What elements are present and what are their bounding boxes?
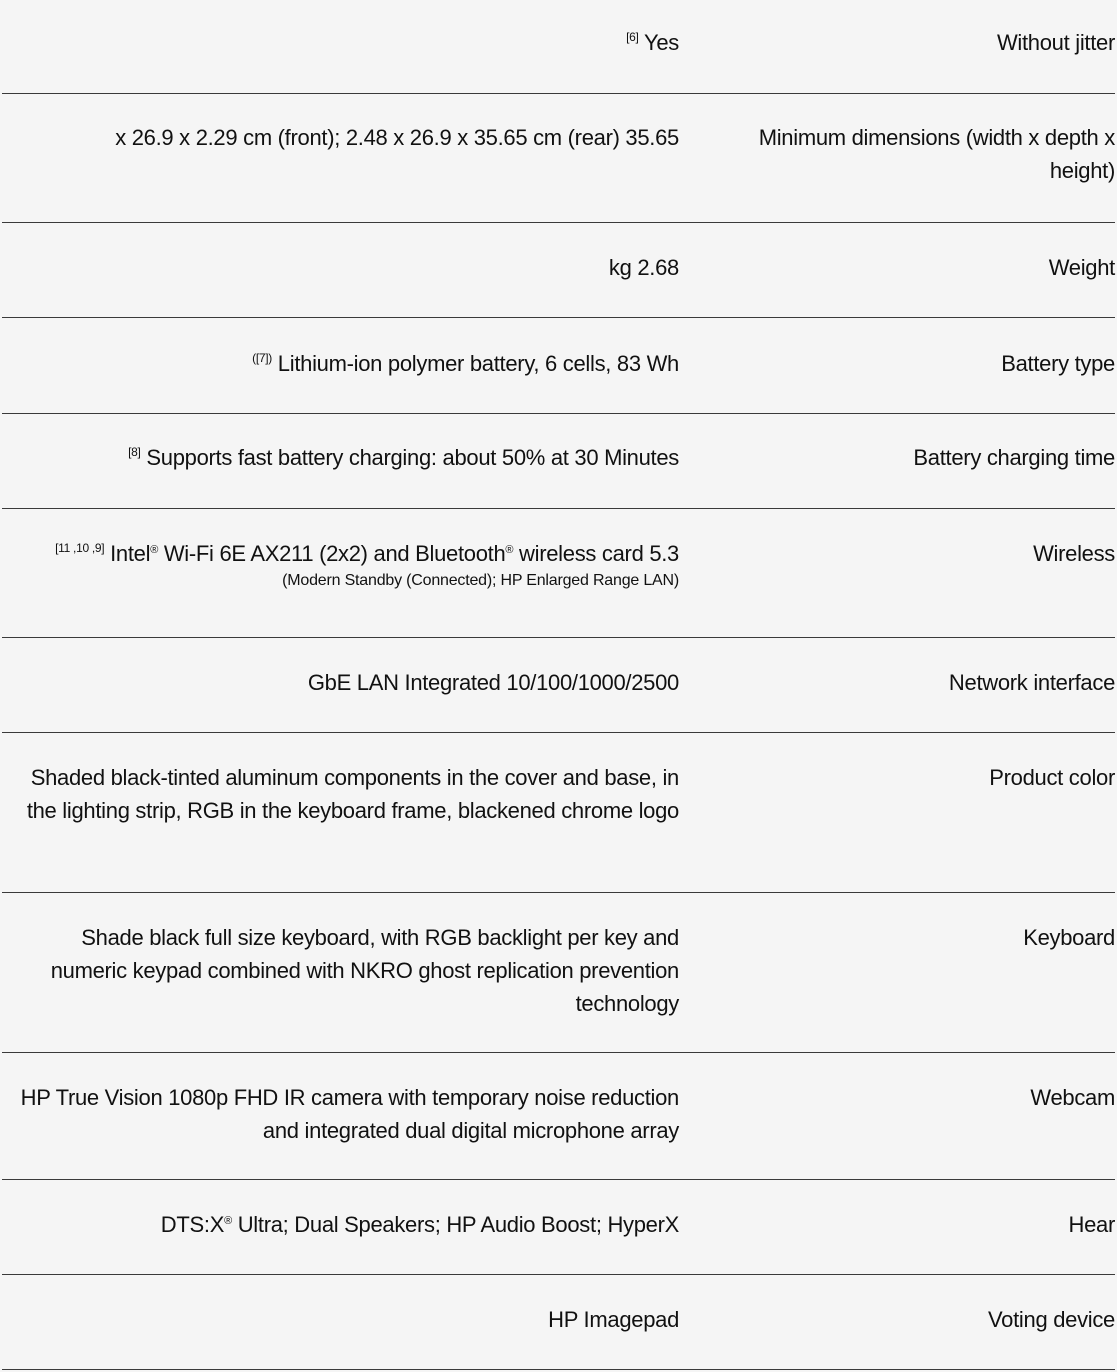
spec-label: Battery charging time	[913, 445, 1115, 470]
footnote-open: (	[252, 351, 256, 365]
registered-mark: ®	[150, 544, 159, 556]
spec-value	[19, 347, 679, 380]
spec-value-pre: Intel	[110, 541, 151, 566]
spec-row-network	[2, 638, 1115, 733]
spec-row-pointing-device	[2, 1275, 1115, 1370]
spec-label: Hear	[1068, 1212, 1115, 1237]
spec-value	[19, 1208, 679, 1241]
registered-mark: ®	[224, 1215, 232, 1227]
spec-value: GbE LAN Integrated 10/100/1000/2500	[307, 670, 679, 695]
spec-row-battery-type	[2, 318, 1115, 414]
spec-row-audio	[2, 1180, 1115, 1275]
spec-value	[19, 537, 679, 592]
spec-value: Shaded black-tinted aluminum components in the cover and base, in the lighting strip, RGB in the keyboard frame, blackened chrome logo	[26, 765, 679, 823]
spec-value-mid: Wi-Fi 6E AX211 (2x2) and Bluetooth	[158, 541, 506, 566]
spec-label: Wireless	[1033, 541, 1115, 566]
footnote-ref[interactable]: [8]	[128, 445, 141, 459]
spec-label: Weight	[1048, 255, 1115, 280]
spec-value: x 26.9 x 2.29 cm (front); 2.48 x 26.9 x 35.65 cm (rear) 35.65	[115, 125, 679, 150]
spec-label: Product color	[989, 765, 1115, 790]
spec-sub-note: (Modern Standby (Connected); HP Enlarged Range LAN)	[282, 572, 679, 589]
spec-label: Keyboard	[1023, 925, 1115, 950]
spec-value-post: Ultra; Dual Speakers; HP Audio Boost; HyperX	[231, 1212, 679, 1237]
spec-row-product-color	[2, 733, 1115, 893]
spec-value: kg 2.68	[608, 255, 679, 280]
spec-value: HP True Vision 1080p FHD IR camera with temporary noise reduction and integrated dual digital microphone array	[20, 1085, 679, 1143]
spec-value-post: wireless card 5.3	[513, 541, 679, 566]
spec-label: Network interface	[948, 670, 1115, 695]
spec-label: Without jitter	[996, 30, 1115, 55]
spec-label: Minimum dimensions (width x depth x height)	[758, 125, 1115, 183]
spec-table	[2, 0, 1115, 1370]
footnote-ref[interactable]: [7]	[255, 351, 269, 365]
spec-row-wireless	[2, 509, 1115, 638]
registered-mark: ®	[505, 544, 514, 556]
spec-value: HP Imagepad	[548, 1307, 679, 1332]
spec-label: Voting device	[988, 1307, 1115, 1332]
spec-row-charging-time	[2, 414, 1115, 509]
spec-row-weight	[2, 223, 1115, 318]
spec-value-text: Lithium-ion polymer battery, 6 cells, 83 Wh	[277, 351, 679, 376]
spec-value-text: Supports fast battery charging: about 50% at 30 Minutes	[146, 445, 679, 470]
spec-row-webcam	[2, 1053, 1115, 1180]
spec-row-dimensions	[2, 94, 1115, 223]
spec-value: Shade black full size keyboard, with RGB backlight per key and numeric keypad combined with NKRO ghost replication prevention technology	[50, 925, 679, 1016]
footnote-ref[interactable]: [6]	[626, 30, 639, 44]
spec-label: Battery type	[1001, 351, 1115, 376]
footnote-ref[interactable]: [11 ,10 ,9]	[55, 541, 105, 555]
spec-row-keyboard	[2, 893, 1115, 1053]
spec-value	[19, 441, 679, 474]
footnote-close: )	[268, 351, 272, 365]
spec-row-jitter	[2, 0, 1115, 94]
spec-value-pre: DTS:X	[160, 1212, 225, 1237]
spec-label: Webcam	[1030, 1085, 1115, 1110]
spec-value-text: Yes	[644, 30, 679, 55]
spec-value	[19, 26, 679, 59]
